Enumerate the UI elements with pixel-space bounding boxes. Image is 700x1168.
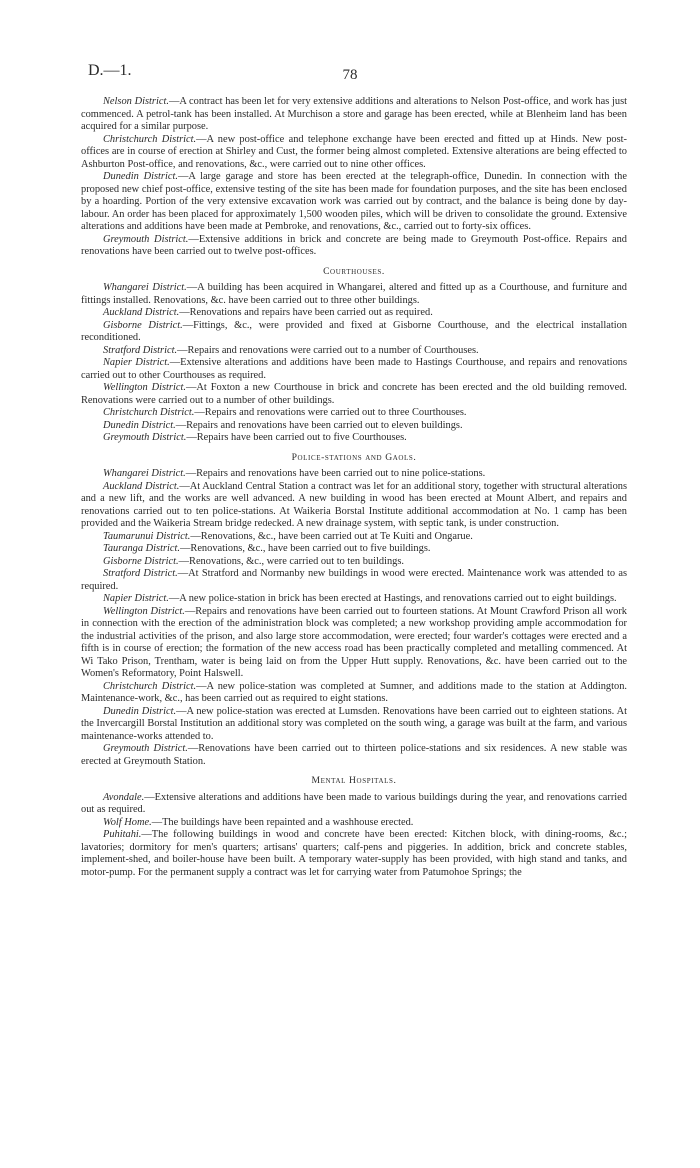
district-paragraph — [81, 320, 627, 345]
district-paragraph — [81, 432, 627, 445]
section-heading: Courthouses. — [323, 265, 385, 277]
district-name: Dunedin District. — [103, 705, 177, 717]
district-paragraph — [81, 593, 627, 606]
district-name: Greymouth District. — [103, 233, 189, 245]
district-name: Auckland District. — [103, 480, 180, 492]
district-paragraph — [81, 681, 627, 706]
district-paragraph — [81, 829, 627, 879]
district-name: Christchurch District. — [103, 680, 197, 692]
district-name: Wellington District. — [103, 382, 186, 393]
district-paragraph — [81, 706, 627, 744]
district-paragraph — [81, 96, 627, 134]
district-name: Christchurch District. — [103, 407, 195, 418]
report-section — [81, 96, 627, 259]
paragraph-text: —Fittings, &c., were provided and fixed at Gisborne Courthouse, and the electrical installation reconditioned. — [81, 319, 627, 343]
district-name: Greymouth District. — [103, 743, 188, 754]
paragraph-text: —A building has been acquired in Whangarei, altered and fitted up as a Courthouse, and furniture and fittings installed. Renovations, &c. have been carried out to three other buildings. — [81, 282, 627, 306]
district-paragraph — [81, 481, 627, 531]
district-name: Christchurch District. — [103, 133, 197, 145]
paragraph-text: —Repairs and renovations have been carried out to nine police-stations. — [185, 468, 486, 479]
district-paragraph — [81, 792, 627, 817]
document-reference: D.—1. — [88, 62, 132, 79]
district-name: Stratford District. — [103, 344, 178, 356]
district-name: Whangarei District. — [103, 282, 187, 293]
district-name: Stratford District. — [103, 568, 178, 579]
paragraph-text: —Renovations have been carried out to thirteen police-stations and six residences. A new stable was erected at Greymouth Station. — [81, 743, 627, 767]
district-paragraph — [81, 817, 627, 830]
district-name: Gisborne District. — [103, 319, 183, 331]
district-name: Napier District. — [103, 357, 170, 368]
report-body — [81, 96, 627, 879]
paragraph-text: —At Stratford and Normanby new buildings in wood were erected. Maintenance work was attended to as required. — [81, 568, 627, 592]
page-number: 78 — [342, 67, 358, 83]
district-name: Tauranga District. — [103, 543, 180, 554]
district-paragraph — [81, 543, 627, 556]
paragraph-text: —At Auckland Central Station a contract was let for an additional story, together with structural alterations and a new lift, and the works are well advanced. A new building in wood has been erected at Mount Albert, and repairs and renovations carried out to ten police-stations. At Waikeria Borstal Institute additional accommodation at No. 1 camp has been provided and the Waikeria Stream bridge redecked. A new drainage system, with septic tank, is under construction. — [81, 480, 628, 529]
section-heading: Police-stations and Gaols. — [291, 451, 417, 463]
district-name: Auckland District. — [103, 307, 180, 318]
district-paragraph — [81, 531, 627, 544]
district-paragraph — [81, 382, 627, 407]
district-paragraph — [81, 568, 627, 593]
paragraph-text: —Repairs and renovations were carried out to three Courthouses. — [194, 407, 467, 418]
paragraph-text: —The following buildings in wood and concrete have been erected: Kitchen block, with dining-rooms, &c.; lavatories; dormitory for men's quarters; artisans' quarters; calf-pens and piggeries. In addition, brick and concrete stables, implement-shed, and boiler-house have been built. A temporary water-supply has been provided, with high stand and tanks, and motor-pump. For the permanent supply a contract was let for carrying water from Patumohoe Springs; the — [81, 829, 627, 878]
paragraph-text: —The buildings have been repainted and a washhouse erected. — [151, 816, 414, 828]
report-section — [81, 266, 627, 445]
paragraph-text: —Extensive alterations and additions have been made to Hastings Courthouse, and repairs and renovations carried out to other Courthouses as required. — [81, 357, 628, 381]
paragraph-text: —Repairs and renovations have been carried out to fourteen stations. At Mount Crawford Prison all work in connection with the erection of the administration block was completed; a new workshop providing ample accommodation for the industrial activities of the prison, and also large store accommodation, were erected; four warder's cottages were erected and a fifth is in course of erection; the formation of the new access road has been practically completed and metalling commenced. At Wi Tako Prison, Trentham, water is being laid on from the Upper Hutt supply. Renovations, &c. have been carried out to the Women's Reformatory, Point Halswell. — [81, 605, 627, 679]
paragraph-text: —A new post-office and telephone exchange have been erected and fitted up at Hinds. New post-offices are in course of erection at Shirley and Cust, the former being almost completed. Extensive alterations are being effected to Ashburton Post-office, and renovations, &c., were carried out to nine other offices. — [81, 133, 627, 170]
paragraph-text: —A new police-station was erected at Lumsden. Renovations have been carried out to eighteen stations. At the Invercargill Borstal Institution an additional story was completed on the south wing, a garage was built at the farm, and various maintenance-works attended to. — [81, 705, 627, 742]
district-paragraph — [81, 345, 627, 358]
paragraph-text: —Renovations and repairs have been carried out as required. — [179, 307, 433, 318]
district-paragraph — [81, 407, 627, 420]
district-paragraph — [81, 606, 627, 681]
district-paragraph — [81, 357, 627, 382]
paragraph-text: —Repairs and renovations have been carried out to eleven buildings. — [175, 419, 463, 431]
district-name: Avondale. — [103, 791, 145, 803]
district-name: Napier District. — [103, 593, 169, 604]
section-heading: Mental Hospitals. — [311, 775, 397, 786]
district-name: Nelson District. — [103, 96, 169, 107]
paragraph-text: —Renovations, &c., have been carried out at Te Kuiti and Ongarue. — [190, 530, 473, 542]
district-paragraph — [81, 468, 627, 481]
district-name: Whangarei District. — [103, 468, 186, 479]
district-paragraph — [81, 234, 627, 259]
district-name: Puhitahi. — [103, 829, 142, 840]
district-paragraph — [81, 134, 627, 172]
paragraph-text: —A new police-station was completed at Sumner, and additions made to the station at Addington. Maintenance-work, &c., has been carried out as required to eight stations. — [81, 680, 627, 704]
district-name: Taumarunui District. — [103, 530, 191, 542]
district-name: Wolf Home. — [103, 816, 152, 828]
district-paragraph — [81, 307, 627, 320]
district-paragraph — [81, 556, 627, 569]
report-section — [81, 775, 627, 879]
district-paragraph — [81, 171, 627, 234]
district-name: Dunedin District. — [103, 419, 176, 431]
district-paragraph — [81, 743, 627, 768]
paragraph-text: —At Foxton a new Courthouse in brick and concrete has been erected and the old building removed. Renovations were carried out to a number of other buildings. — [81, 382, 627, 406]
district-name: Gisborne District. — [103, 555, 179, 567]
paragraph-text: —Renovations, &c., were carried out to ten buildings. — [178, 555, 404, 567]
district-name: Greymouth District. — [103, 432, 187, 443]
paragraph-text: —A new police-station in brick has been erected at Hastings, and renovations carried out to eight buildings. — [168, 593, 617, 604]
paragraph-text: —Repairs and renovations were carried out to a number of Courthouses. — [177, 344, 479, 356]
district-paragraph — [81, 420, 627, 433]
district-name: Dunedin District. — [103, 171, 178, 182]
paragraph-text: —Extensive additions in brick and concrete are being made to Greymouth Post-office. Repairs and renovations have been carried out to twelve post-offices. — [81, 233, 627, 257]
paragraph-text: —Repairs have been carried out to five Courthouses. — [186, 432, 407, 443]
paragraph-text: —Renovations, &c., have been carried out to five buildings. — [180, 543, 431, 554]
paragraph-text: —A contract has been let for very extensive additions and alterations to Nelson Post-office, and work has just commenced. A petrol-tank has been installed. At Murchison a store and garage has been erected, while at Blenheim land has been acquired for a similar purpose. — [81, 96, 627, 132]
district-paragraph — [81, 282, 627, 307]
report-section — [81, 452, 627, 769]
paragraph-text: —Extensive alterations and additions have been made to various buildings during the year, and renovations carried out as required. — [81, 791, 627, 815]
paragraph-text: —A large garage and store has been erected at the telegraph-office, Dunedin. In connection with the proposed new chief post-office, extensive testing of the site has been made for foundation purposes, and the site has been enclosed by a hoarding. Portion of the very extensive excavation work was carried out by contract, and the balance is being done by day-labour. An order has been placed for approximately 1,500 wooden piles, which will be driven to consolidate the ground. Extensive alterations and additions have been made at Pembroke, and renovations, &c., carried out to forty-six offices. — [81, 171, 627, 232]
district-name: Wellington District. — [103, 605, 185, 617]
